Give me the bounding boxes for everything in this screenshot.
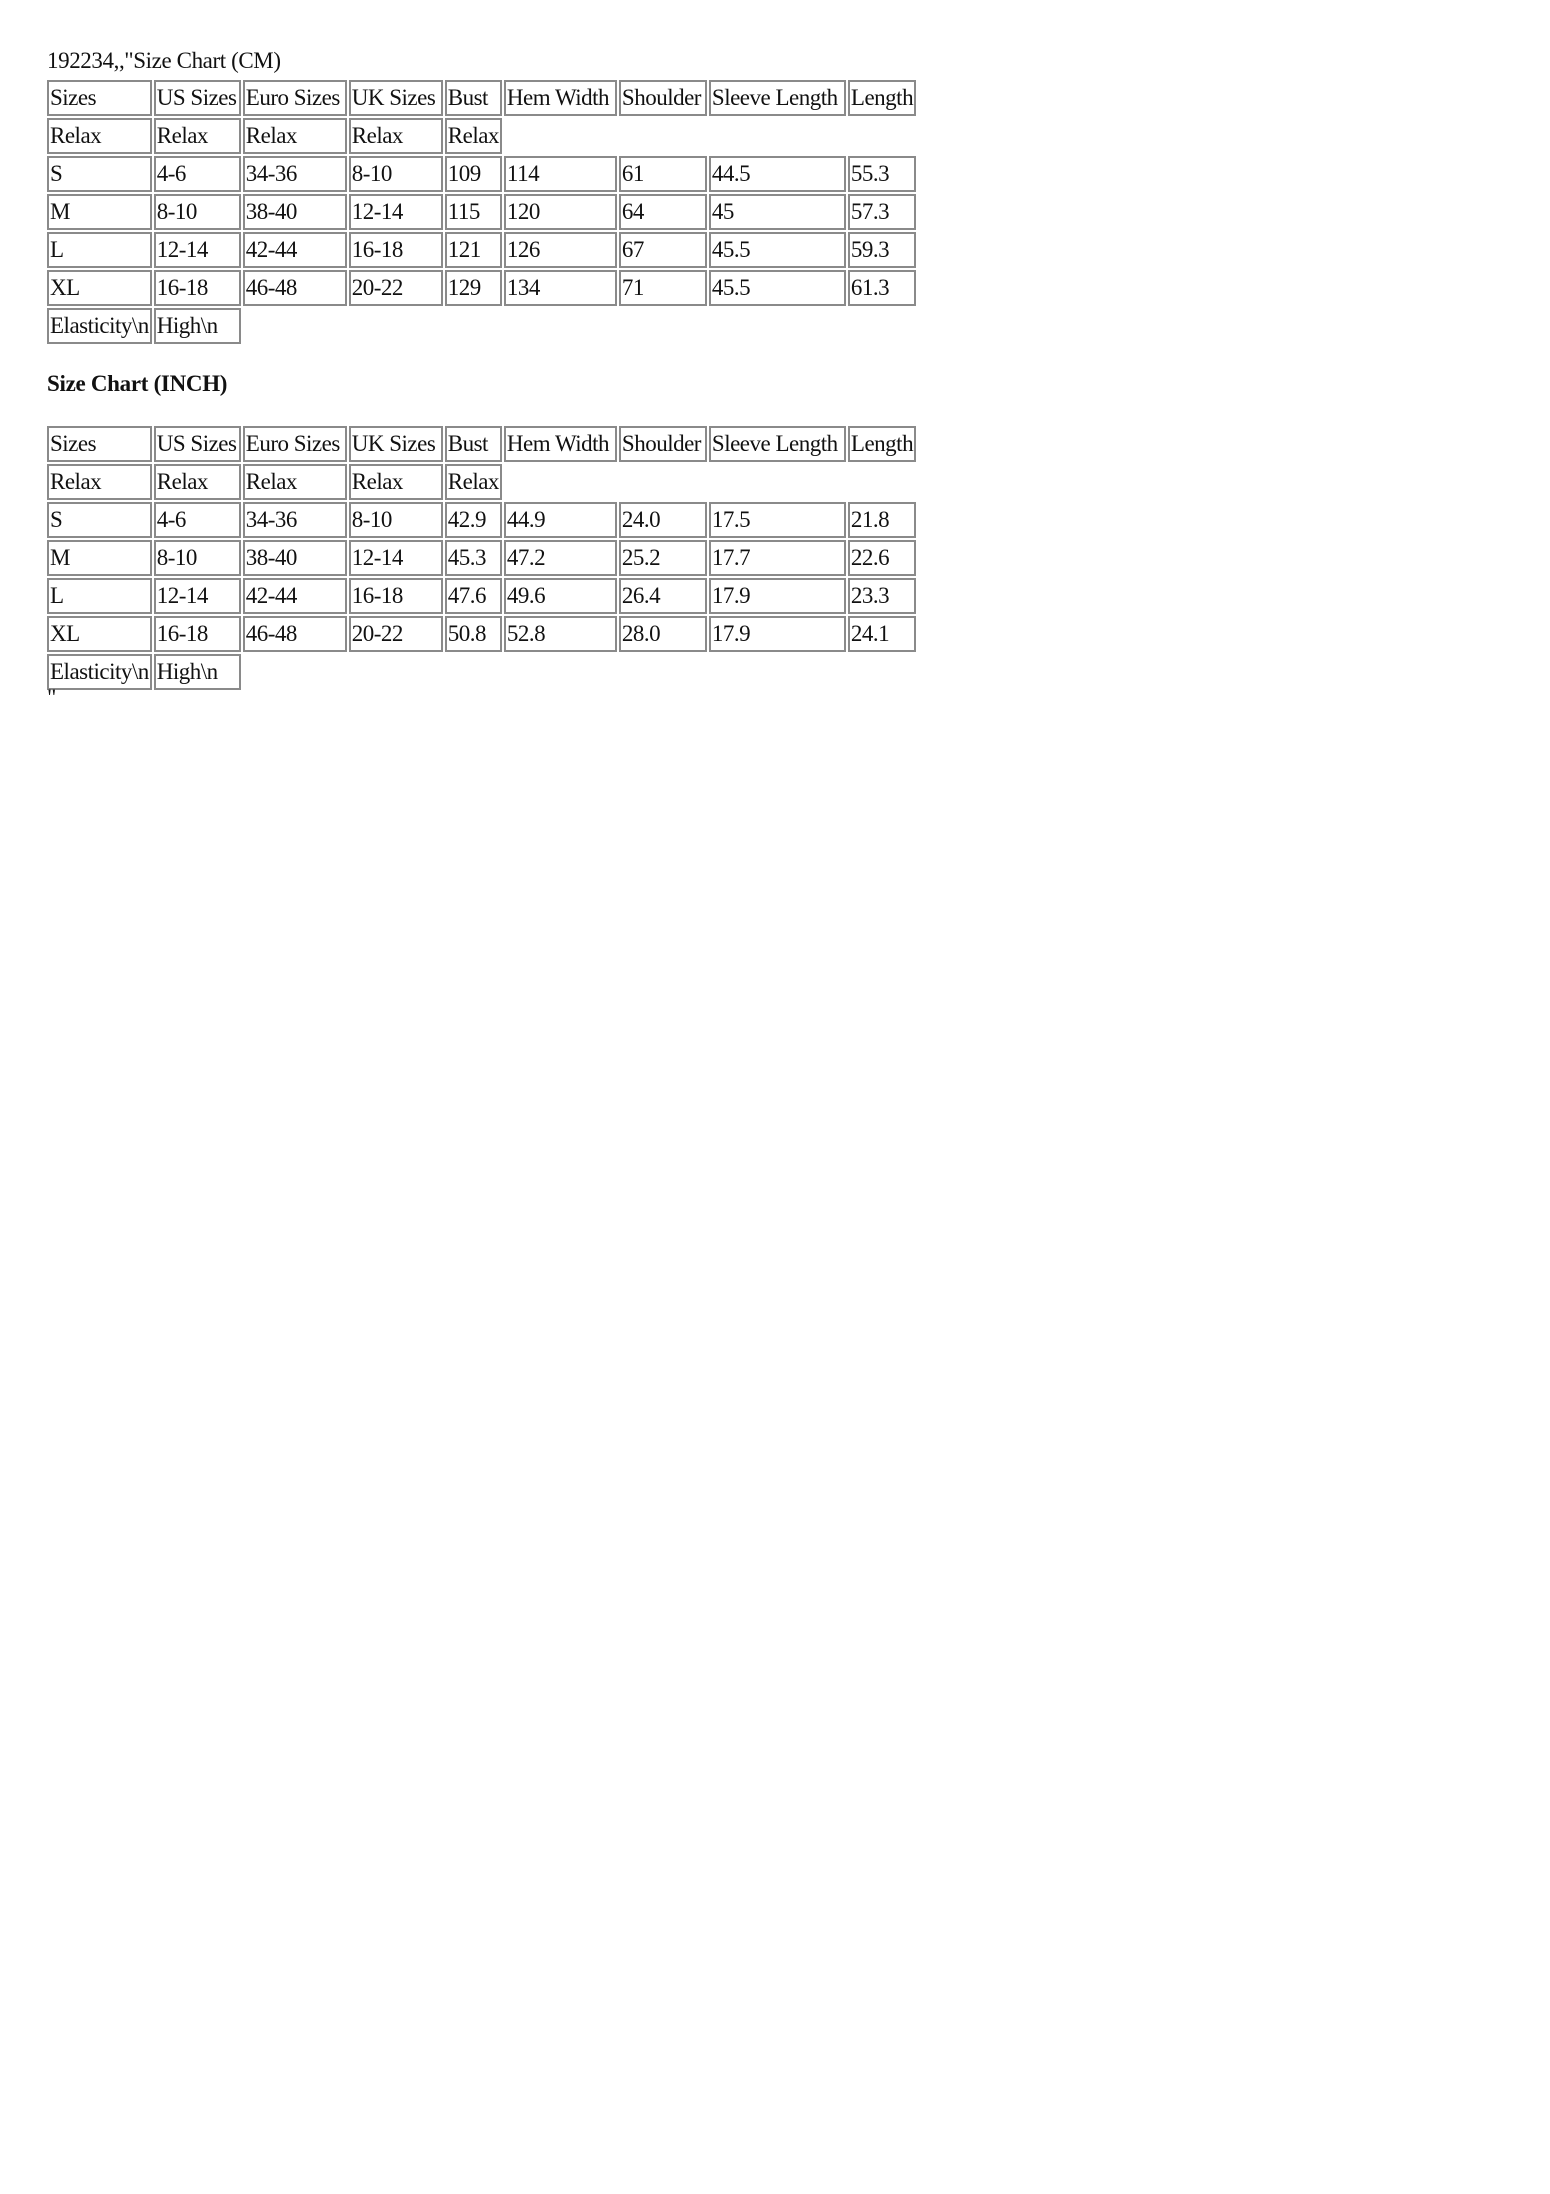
table-cell: 17.9 [709, 578, 846, 614]
inch-chart-title: Size Chart (INCH) [47, 371, 228, 396]
fit-row [47, 464, 916, 500]
table-cell: 49.6 [504, 578, 617, 614]
table-cell: 20-22 [349, 616, 443, 652]
header-cell: Sizes [47, 426, 152, 462]
table-header-row [47, 426, 916, 462]
table-cell: 115 [445, 194, 502, 230]
table-cell: 134 [504, 270, 617, 306]
table-cell: 26.4 [619, 578, 707, 614]
empty-cell [243, 308, 916, 344]
table-cell: 12-14 [154, 232, 241, 268]
table-cell: 12-14 [349, 540, 443, 576]
table-cell: 46-48 [243, 616, 347, 652]
table-cell: 23.3 [848, 578, 916, 614]
table-cell: S [47, 156, 152, 192]
header-cell: Hem Width [504, 80, 617, 116]
table-cell: Relax [445, 118, 502, 154]
table-cell: 44.9 [504, 502, 617, 538]
closing-quote-text: " [47, 685, 57, 710]
size-chart-inch-table [45, 424, 918, 692]
empty-cell [243, 654, 916, 690]
header-cell: Bust [445, 80, 502, 116]
document-intro-text: 192234,,"Size Chart (CM) [47, 48, 281, 73]
table-cell: 47.2 [504, 540, 617, 576]
empty-cell [504, 118, 916, 154]
table-cell: 21.8 [848, 502, 916, 538]
table-cell: 52.8 [504, 616, 617, 652]
table-cell: 17.5 [709, 502, 846, 538]
table-row [47, 232, 916, 268]
table-cell: 22.6 [848, 540, 916, 576]
table-cell: 8-10 [349, 502, 443, 538]
table-cell: 46-48 [243, 270, 347, 306]
table-cell: 55.3 [848, 156, 916, 192]
table-cell: 25.2 [619, 540, 707, 576]
table-cell: 129 [445, 270, 502, 306]
table-cell: L [47, 578, 152, 614]
table-cell: High\n [154, 654, 241, 690]
table-cell: 64 [619, 194, 707, 230]
table-cell: 16-18 [154, 270, 241, 306]
header-cell: US Sizes [154, 80, 241, 116]
empty-cell [504, 464, 916, 500]
header-cell: Sleeve Length [709, 426, 846, 462]
table-cell: L [47, 232, 152, 268]
table-cell: 4-6 [154, 502, 241, 538]
table-row [47, 156, 916, 192]
table-cell: 38-40 [243, 194, 347, 230]
table-cell: 24.0 [619, 502, 707, 538]
table-cell: XL [47, 270, 152, 306]
table-cell: 45 [709, 194, 846, 230]
table-cell: 71 [619, 270, 707, 306]
table-cell: 34-36 [243, 156, 347, 192]
table-cell: 121 [445, 232, 502, 268]
table-cell: Relax [349, 118, 443, 154]
table-cell: 8-10 [349, 156, 443, 192]
fit-row [47, 118, 916, 154]
header-cell: US Sizes [154, 426, 241, 462]
header-cell: Shoulder [619, 426, 707, 462]
table-cell: Relax [243, 464, 347, 500]
table-cell: M [47, 540, 152, 576]
table-cell: 16-18 [349, 578, 443, 614]
table-cell: M [47, 194, 152, 230]
table-cell: 44.5 [709, 156, 846, 192]
table-cell: 38-40 [243, 540, 347, 576]
elasticity-row [47, 308, 916, 344]
header-cell: Hem Width [504, 426, 617, 462]
header-cell: Shoulder [619, 80, 707, 116]
table-cell: 8-10 [154, 540, 241, 576]
table-cell: 47.6 [445, 578, 502, 614]
table-cell: 42-44 [243, 578, 347, 614]
table-cell: High\n [154, 308, 241, 344]
table-row [47, 540, 916, 576]
table-cell: Relax [445, 464, 502, 500]
table-cell: 12-14 [349, 194, 443, 230]
header-cell: Euro Sizes [243, 80, 347, 116]
table-cell: 45.3 [445, 540, 502, 576]
table-cell: Relax [154, 464, 241, 500]
table-cell: S [47, 502, 152, 538]
table-cell: 109 [445, 156, 502, 192]
table-row [47, 578, 916, 614]
table-cell: 61.3 [848, 270, 916, 306]
header-cell: Sizes [47, 80, 152, 116]
table-row [47, 270, 916, 306]
table-cell: 24.1 [848, 616, 916, 652]
table-cell: 45.5 [709, 232, 846, 268]
table-cell: Relax [47, 118, 152, 154]
table-row [47, 502, 916, 538]
table-cell: Elasticity\n [47, 654, 152, 690]
table-cell: 4-6 [154, 156, 241, 192]
table-cell: Relax [349, 464, 443, 500]
table-cell: 126 [504, 232, 617, 268]
header-cell: Length [848, 426, 916, 462]
header-cell: UK Sizes [349, 80, 443, 116]
table-cell: 57.3 [848, 194, 916, 230]
table-cell: 17.7 [709, 540, 846, 576]
table-cell: 120 [504, 194, 617, 230]
table-cell: 61 [619, 156, 707, 192]
elasticity-row [47, 654, 916, 690]
table-cell: 45.5 [709, 270, 846, 306]
table-cell: 50.8 [445, 616, 502, 652]
size-chart-cm-table [45, 78, 918, 346]
table-cell: Relax [47, 464, 152, 500]
table-cell: 34-36 [243, 502, 347, 538]
table-cell: 8-10 [154, 194, 241, 230]
header-cell: Bust [445, 426, 502, 462]
table-cell: Relax [154, 118, 241, 154]
header-cell: Sleeve Length [709, 80, 846, 116]
table-cell: 114 [504, 156, 617, 192]
table-cell: XL [47, 616, 152, 652]
table-cell: 17.9 [709, 616, 846, 652]
header-cell: Length [848, 80, 916, 116]
table-cell: 16-18 [349, 232, 443, 268]
table-cell: 42.9 [445, 502, 502, 538]
table-cell: 12-14 [154, 578, 241, 614]
table-cell: 59.3 [848, 232, 916, 268]
table-row [47, 194, 916, 230]
table-cell: Relax [243, 118, 347, 154]
table-cell: 67 [619, 232, 707, 268]
table-cell: 20-22 [349, 270, 443, 306]
header-cell: Euro Sizes [243, 426, 347, 462]
table-cell: Elasticity\n [47, 308, 152, 344]
table-header-row [47, 80, 916, 116]
header-cell: UK Sizes [349, 426, 443, 462]
table-cell: 42-44 [243, 232, 347, 268]
table-cell: 28.0 [619, 616, 707, 652]
table-cell: 16-18 [154, 616, 241, 652]
table-row [47, 616, 916, 652]
